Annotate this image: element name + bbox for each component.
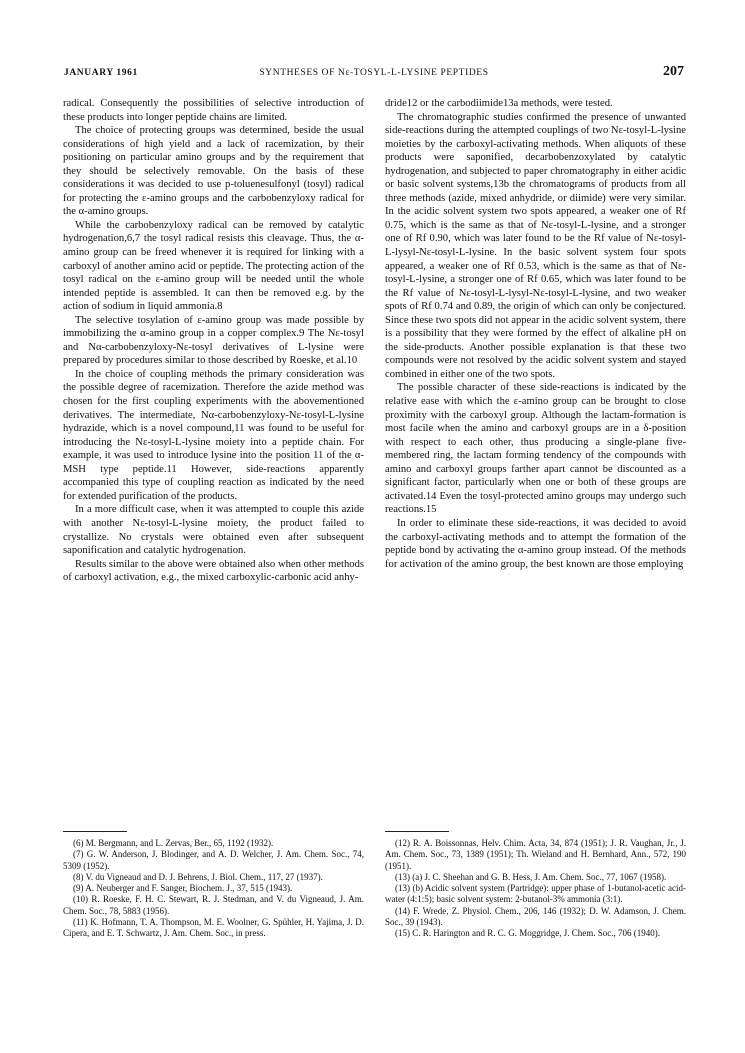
paragraph: In the choice of coupling methods the primary consideration was the possible degree of racemization. Therefore the azide method was chosen for the first coupling experiments with the abovementioned derivatives. The intermediate, Nα-carbobenzyloxy-Nε-tosyl-L-lysine hydrazide, which is a novel compound,11 was found to be useful for introducing the Nε-tosyl-L-lysine moiety into a peptide chain. For example, it was used to introduce lysine into the position 11 of the α-MSH type peptide.11 However, side-reactions apparently accompanied this type of coupling reaction as indicated by the need for extended purification of the products.	[63, 368, 364, 502]
header-date: JANUARY 1961	[64, 68, 138, 78]
footnote-divider	[63, 831, 127, 832]
footnote: (7) G. W. Anderson, J. Blodinger, and A. D. Welcher, J. Am. Chem. Soc., 74, 5309 (1952).	[63, 849, 364, 871]
paragraph: In a more difficult case, when it was attempted to couple this azide with another Nε-tosyl-L-lysine moiety, the product failed to crystallize. No crystals were obtained even after subsequent saponification and catalytic hydrogenation.	[63, 504, 364, 557]
footnotes-left	[63, 838, 364, 940]
footnote: (12) R. A. Boissonnas, Helv. Chim. Acta, 34, 874 (1951); J. R. Vaughan, Jr., J. Am. Chem. Soc., 73, 1389 (1951); Th. Wieland and H. Bernhard, Ann., 572, 190 (1951).	[385, 838, 686, 871]
paragraph: The choice of protecting groups was determined, beside the usual considerations of high yield and a lack of racemization, by their positioning on particular amino groups and by the requirement that they should be selectively removable. On the basis of these considerations it was decided to use p-toluenesulfonyl (tosyl) radical for protecting the ε-amino groups and the carbobenzyloxy radical for the α-amino groups.	[63, 125, 364, 218]
footnotes-right	[385, 838, 686, 940]
footnote: (11) K. Hofmann, T. A. Thompson, M. E. Woolner, G. Spühler, H. Yajima, J. D. Cipera, and E. T. Schwartz, J. Am. Chem. Soc., in press.	[63, 917, 364, 939]
footnote: (14) F. Wrede, Z. Physiol. Chem., 206, 146 (1932); D. W. Adamson, J. Chem. Soc., 39 (1943).	[385, 905, 686, 928]
left-column	[63, 97, 364, 585]
page-number: 207	[663, 64, 684, 79]
right-column	[385, 97, 686, 571]
footnote: (13) (b) Acidic solvent system (Partridge): upper phase of 1-butanol-acetic acid-water (4:1:5); basic solvent system: 2-butanol-3% ammonia (3:1).	[385, 883, 686, 905]
paragraph: radical. Consequently the possibilities of selective introduction of these products into longer peptide chains are limited.	[63, 98, 364, 123]
paragraph: In order to eliminate these side-reactions, it was decided to avoid the carboxyl-activating methods and to attempt the formation of the peptide bond by activating the α-amino group instead. Of the methods for activation of the amino group, the best known are those employing	[385, 517, 686, 570]
running-header	[64, 66, 684, 82]
paragraph: The selective tosylation of ε-amino group was made possible by immobilizing the α-amino group in a copper complex.9 The Nε-tosyl and Nα-carbobenzyloxy-Nε-tosyl derivatives of L-lysine were prepared by procedures similar to those described by Roeske, et al.10	[63, 314, 364, 367]
footnote: (9) A. Neuberger and F. Sanger, Biochem. J., 37, 515 (1943).	[73, 883, 293, 894]
paragraph: dride12 or the carbodiimide13a methods, were tested.	[385, 98, 613, 109]
paragraph: The possible character of these side-reactions is indicated by the relative ease with which the ε-amino group can be brought to close proximity with the carboxyl group. Although the lactam-formation is most facile when the amino and carboxyl groups are in a δ-position with respect to each other, thus producing a single-plane five-membered ring, the lactam forming tendency of the compounds with amino and carboxyl groups farther apart cannot be discounted as a significant factor, particularly when one or both of these groups are activated.14 Even the tosyl-protected amino groups may undergo such reactions.15	[385, 382, 686, 516]
footnote-divider	[385, 831, 449, 832]
footnote: (15) C. R. Harington and R. C. G. Moggridge, J. Chem. Soc., 706 (1940).	[395, 928, 660, 939]
footnote: (8) V. du Vigneaud and D. J. Behrens, J. Biol. Chem., 117, 27 (1937).	[73, 871, 323, 882]
footnote: (13) (a) J. C. Sheehan and G. B. Hess, J. Am. Chem. Soc., 77, 1067 (1958).	[395, 871, 667, 882]
paragraph: The chromatographic studies confirmed the presence of unwanted side-reactions during the attempted couplings of two Nε-tosyl-L-lysine moieties by the carboxyl-activating methods. When aliquots of these products were saponified, decarbobenzoxylated by catalytic hydrogenation, and subjected to paper chromatography in either acidic or basic solvent systems,13b the chromatograms of products from all three methods (azide, mixed anhydride, or diimide) were very similar. In the acidic solvent system two spots appeared, a weaker one of Rf 0.75, which is the same as that of Nε-tosyl-L-lysine, and a stronger one of Rf 0.90, which was later found to be the Rf value of Nε-tosyl-L-lysyl-Nε-tosyl-L-lysine. In the basic solvent system four spots appeared, a weaker one of Rf 0.53, which is the same as that of Nε-tosyl-L-lysine, a stronger one of Rf 0.65, which was later found to be the Rf value of Nε-tosyl-L-lysyl-Nε-tosyl-L-lysine, and two weaker spots of Rf 0.74 and 0.89, the origin of which can only be conjectured. Since these two spots did not appear in the acidic solvent system, there is a possibility that they were formed by the effect of alkaline pH on the side-products. Another possible explanation is that these two compounds were not resolved by the acidic solvent system and stayed combined in either one of the two spots.	[385, 111, 686, 380]
paragraph: Results similar to the above were obtained also when other methods of carboxyl activation, e.g., the mixed carboxylic-carbonic acid anhy-	[63, 558, 364, 584]
footnote: (10) R. Roeske, F. H. C. Stewart, R. J. Stedman, and V. du Vigneaud, J. Am. Chem. Soc., 78, 5883 (1956).	[63, 894, 364, 916]
running-title: SYNTHESES OF Nε-TOSYL-L-LYSINE PEPTIDES	[259, 68, 489, 78]
paragraph: While the carbobenzyloxy radical can be removed by catalytic hydrogenation,6,7 the tosyl radical resists this cleavage. Thus, the α-amino group can be freed whenever it is required for linking with a carboxyl of another amino acid or peptide. The protecting action of the tosyl radical on the ε-amino group will be needed until the whole intended peptide is assembled. It can then be removed e.g. by the action of sodium in liquid ammonia.8	[63, 219, 364, 313]
footnote: (6) M. Bergmann, and L. Zervas, Ber., 65, 1192 (1932).	[73, 838, 274, 848]
